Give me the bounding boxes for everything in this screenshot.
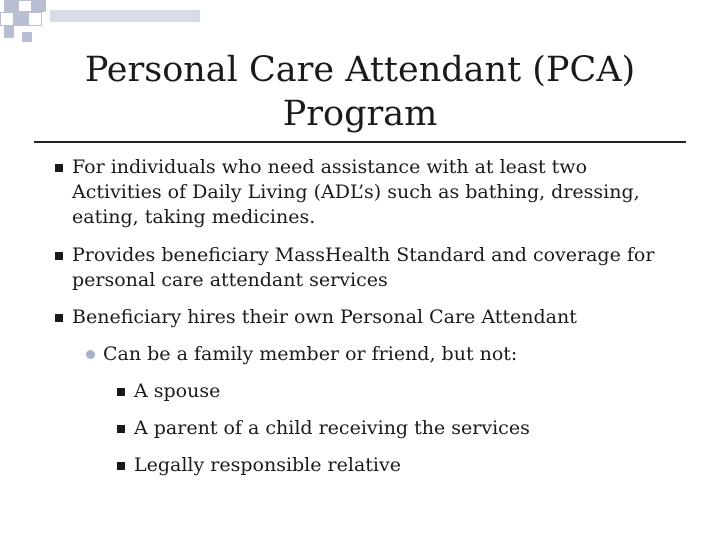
deco-bar [50,10,200,22]
list-item [117,379,677,404]
deco-square [32,0,46,12]
list-item [86,342,676,367]
slide-title-line1: Personal Care Attendant (PCA) [84,50,636,90]
deco-square [4,0,18,12]
list-item [55,155,675,230]
title-divider [34,141,686,143]
list-item-text: Legally responsible relative [134,454,401,476]
round-bullet-icon [86,350,95,359]
list-item-text: Beneficiary hires their own Personal Care Attendant [72,306,577,328]
deco-square [4,26,14,38]
square-bullet-icon [55,164,63,172]
square-bullet-icon [55,314,63,322]
list-item [55,243,675,293]
list-item [117,416,677,441]
corner-decoration [0,0,200,50]
square-bullet-icon [117,425,125,433]
deco-square [18,0,32,12]
list-item-text: Provides beneficiary MassHealth Standard and coverage for personal care attendant services [72,244,655,291]
deco-square [0,12,14,26]
list-item-text: Can be a family member or friend, but not: [103,343,518,365]
slide-title-line2: Program [282,94,438,134]
square-bullet-icon [117,462,125,470]
square-bullet-icon [55,252,63,260]
list-item-text: For individuals who need assistance with at least two Activities of Daily Living (ADL’s) such as bathing, dressing, eating, taking medicines. [72,156,640,228]
list-item [117,453,677,478]
list-item [55,305,675,330]
deco-square [22,32,32,42]
slide-title [60,48,660,136]
deco-square [28,12,42,26]
square-bullet-icon [117,388,125,396]
list-item-text: A parent of a child receiving the services [134,417,530,439]
deco-square [14,12,28,26]
list-item-text: A spouse [134,380,221,402]
